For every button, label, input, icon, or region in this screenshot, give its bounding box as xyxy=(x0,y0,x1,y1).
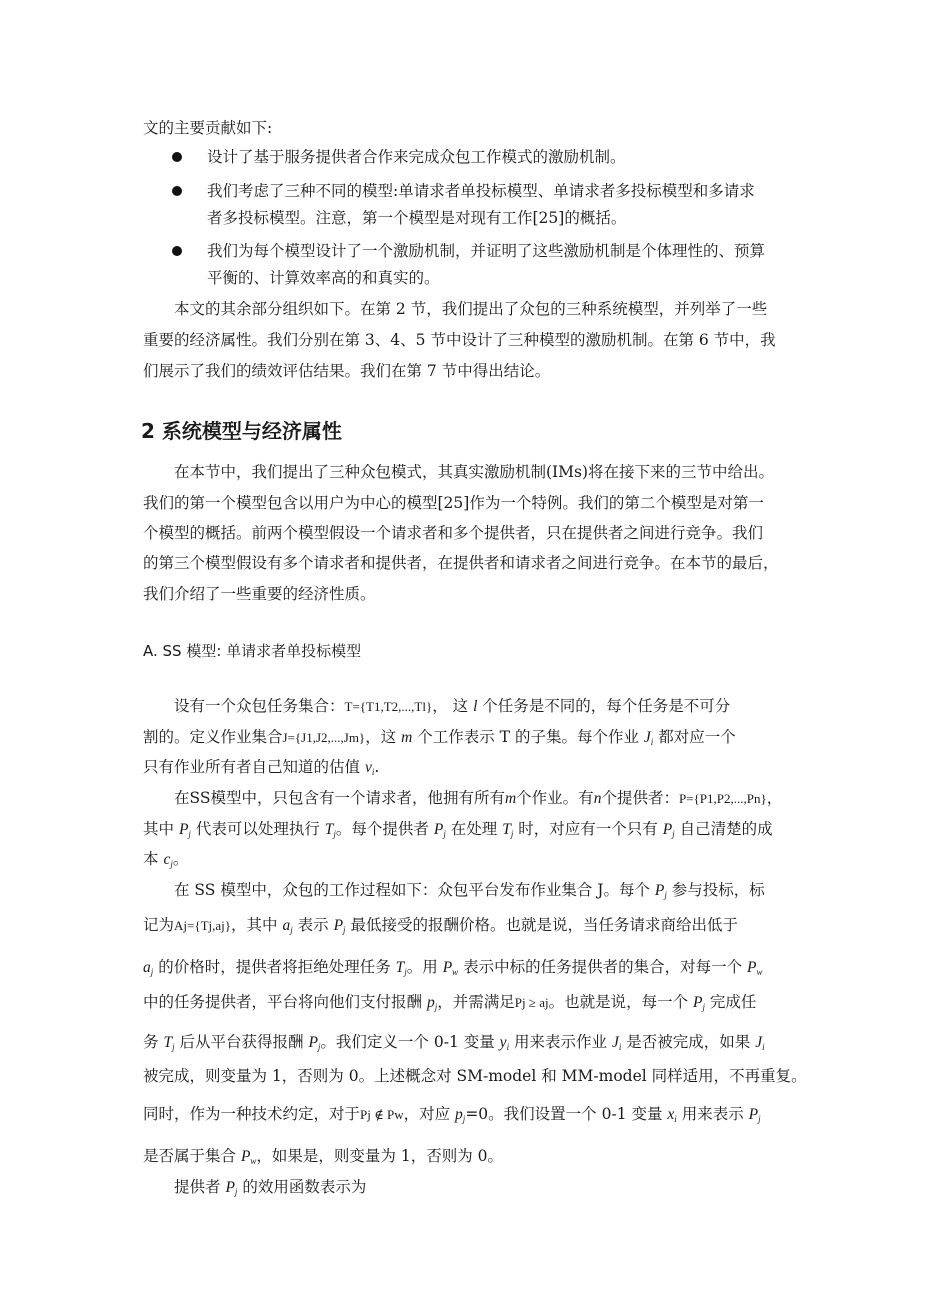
paragraph-line: 中的任务提供者，平台将向他们支付报酬 $p_j$，并需满足Pj ≥ aj。也就是说，每一个 $P_j$ 完成任 xyxy=(143,993,757,1012)
paragraph-line: $a_j$ 的价格时，提供者将拒绝处理任务 $T_j$。用 $P_w$ 表示中标的任务提供者的集合，对每一个 $P_w$ xyxy=(143,958,763,977)
paragraph-line: 在SS模型中，只包含有一个请求者，他拥有所有m个作业。有n个提供者：P={P1,P2,...,Pn}， xyxy=(174,789,783,807)
paragraph-line: 被完成，则变量为 1，否则为 0。上述概念对 SM-model 和 MM-model 同样适用，不再重复。 xyxy=(143,1067,807,1085)
bid-formula: Aj={Tj,aj} xyxy=(174,918,232,933)
job-set-formula: J={J1,J2,...,Jm} xyxy=(282,730,366,745)
paragraph-line: 我们的第一个模型包含以用户为中心的模型[25]作为一个特例。我们的第二个模型是对第一 xyxy=(143,494,764,512)
list-item-cont: 者多投标模型。注意，第一个模型是对现有工作[25]的概括。 xyxy=(207,209,627,227)
not-in-formula: Pj ∉ Pw xyxy=(360,1107,404,1122)
paragraph-line: 只有作业所有者自己知道的估值 $v_i$. xyxy=(143,758,380,777)
paragraph-line: 割的。定义作业集合J={J1,J2,...,Jm}，这 m 个工作表示 T 的子集。每个作业 $J_i$ 都对应一个 xyxy=(143,728,736,747)
list-item: 我们考虑了三种不同的模型:单请求者单投标模型、单请求者多投标模型和多请求 xyxy=(207,182,755,200)
provider-set-formula: P={P1,P2,...,Pn} xyxy=(678,791,767,806)
paragraph-line: 的第三个模型假设有多个请求者和提供者，在提供者和请求者之间进行竞争。在本节的最后， xyxy=(143,554,779,572)
utility-paragraph: 提供者 $P_j$ 的效用函数表示为 xyxy=(174,1178,367,1197)
paragraph-line: 本 $c_j$。 xyxy=(143,850,189,869)
paragraph-line: 个模型的概括。前两个模型假设一个请求者和多个提供者，只在提供者之间进行竞争。我们 xyxy=(143,524,764,542)
bullet-icon xyxy=(172,186,182,196)
list-item: 设计了基于服务提供者合作来完成众包工作模式的激励机制。 xyxy=(207,148,626,166)
paragraph-line: 记为Aj={Tj,aj}，其中 $a_j$ 表示 $P_j$ 最低接受的报酬价格。也就是说，当任务请求商给出低于 xyxy=(143,916,738,935)
paragraph-line: 务 $T_j$ 后从平台获得报酬 $P_j$。我们定义一个 0-1 变量 $y_i$ 用来表示作业 $J_i$ 是否被完成，如果 $J_i$ xyxy=(143,1033,765,1052)
paragraph-line: 本文的其余部分组织如下。在第 2 节，我们提出了众包的三种系统模型，并列举了一些 xyxy=(174,300,768,318)
paragraph-line: 我们介绍了一些重要的经济性质。 xyxy=(143,585,376,603)
paragraph-line: 在本节中，我们提出了三种众包模式，其真实激励机制(IMs)将在接下来的三节中给出。 xyxy=(174,463,775,481)
subsection-title: A. SS 模型: 单请求者单投标模型 xyxy=(143,642,362,660)
bullet-icon xyxy=(172,246,182,256)
paragraph-line: 同时，作为一种技术约定，对于Pj ∉ Pw，对应 $p_j=0$。我们设置一个 0-1 变量 $x_i$ 用来表示 $P_j$ xyxy=(143,1105,761,1124)
list-item-cont: 平衡的、计算效率高的和真实的。 xyxy=(207,269,440,287)
paragraph-line: 重要的经济属性。我们分别在第 3、4、5 节中设计了三种模型的激励机制。在第 6 节中，我 xyxy=(143,331,776,349)
task-set-formula: T={T1,T2,...,Tl} xyxy=(344,699,433,714)
payment-condition-formula: Pj ≥ aj xyxy=(514,995,549,1010)
list-item: 我们为每个模型设计了一个激励机制，并证明了这些激励机制是个体理性的、预算 xyxy=(207,242,766,260)
intro-text: 文的主要贡献如下: xyxy=(143,119,273,137)
section-title: 2 系统模型与经济属性 xyxy=(141,419,342,443)
paragraph-line: 其中 $P_j$ 代表可以处理执行 $T_j$。每个提供者 $P_j$ 在处理 $T_j$ 时，对应有一个只有 $P_j$ 自己清楚的成 xyxy=(143,820,773,839)
paragraph-line: 在 SS 模型中，众包的工作过程如下：众包平台发布作业集合 J。每个 $P_j$ 参与投标，标 xyxy=(174,881,765,900)
paragraph-line: 设有一个众包任务集合：T={T1,T2,...,Tl}， 这 l 个任务是不同的，每个任务是不可分 xyxy=(174,697,731,715)
paragraph-line: 们展示了我们的绩效评估结果。我们在第 7 节中得出结论。 xyxy=(143,362,551,380)
bullet-icon xyxy=(172,152,182,162)
paragraph-line: 是否属于集合 $P_w$，如果是，则变量为 1，否则为 0。 xyxy=(143,1147,504,1166)
